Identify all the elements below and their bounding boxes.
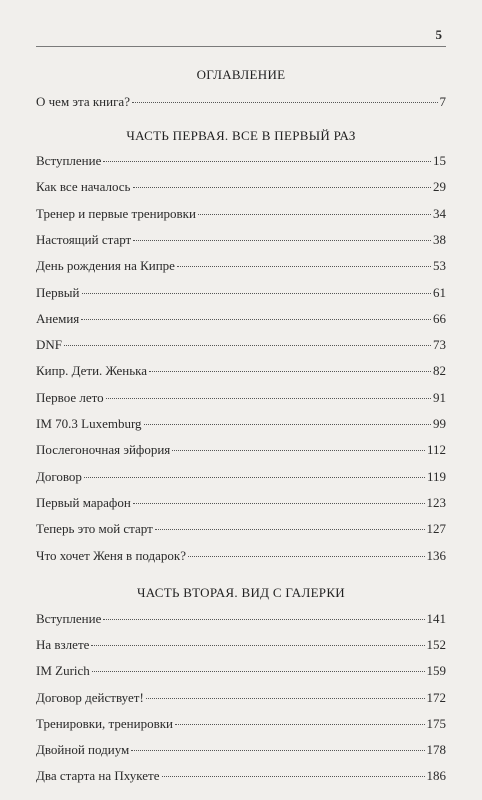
toc-entry-title: Что хочет Женя в подарок? bbox=[36, 547, 187, 563]
dot-leader bbox=[84, 477, 425, 478]
toc-entry-title: Тренировки, тренировки bbox=[36, 715, 173, 731]
dot-leader bbox=[146, 698, 425, 699]
toc-entry bbox=[36, 495, 446, 513]
toc-entry-page: 82 bbox=[433, 363, 446, 379]
toc-entry-title: Договор действует! bbox=[36, 689, 144, 705]
toc-entry-title: Как все началось bbox=[36, 179, 131, 195]
toc-entry-title: На взлете bbox=[36, 637, 90, 653]
toc-entry bbox=[36, 311, 446, 329]
toc-entry bbox=[36, 690, 446, 708]
toc-entry-page: 7 bbox=[439, 94, 446, 109]
toc-entry-title: Первый марафон bbox=[36, 494, 131, 510]
toc-entry-title: Настоящий старт bbox=[36, 231, 132, 247]
toc-entry-title: DNF bbox=[36, 337, 63, 353]
toc-entry bbox=[36, 742, 446, 760]
toc-entry-page: 123 bbox=[426, 494, 446, 510]
toc-entry-title: Кипр. Дети. Женька bbox=[36, 363, 148, 379]
toc-entry-title: Первое лето bbox=[36, 389, 104, 405]
toc-entry-title: IM 70.3 Luxemburg bbox=[36, 416, 142, 431]
toc-entry-title: Два старта на Пхукете bbox=[36, 768, 160, 784]
dot-leader bbox=[92, 671, 425, 672]
toc-entry bbox=[36, 232, 446, 250]
toc-entry-page: 175 bbox=[426, 715, 446, 731]
toc-entry-page: 186 bbox=[426, 768, 446, 784]
dot-leader bbox=[132, 102, 438, 103]
toc-entry bbox=[36, 442, 446, 460]
dot-leader bbox=[172, 450, 425, 451]
dot-leader bbox=[133, 503, 425, 504]
toc-entry-page: 34 bbox=[433, 205, 446, 221]
toc-entry bbox=[36, 469, 446, 487]
toc-entry bbox=[36, 258, 446, 276]
dot-leader bbox=[149, 371, 431, 372]
dot-leader bbox=[133, 240, 431, 241]
part1-heading: ЧАСТЬ ПЕРВАЯ. ВСЕ В ПЕРВЫЙ РАЗ bbox=[126, 128, 356, 143]
toc-entry-title: Первый bbox=[36, 284, 80, 300]
toc-entry-page: 73 bbox=[433, 337, 446, 353]
toc-entry bbox=[36, 768, 446, 786]
toc-entry-page: 141 bbox=[426, 611, 446, 626]
toc-entry-page: 99 bbox=[433, 416, 446, 431]
toc-entry-page: 136 bbox=[426, 547, 446, 563]
dot-leader bbox=[155, 529, 425, 530]
toc-entry-page: 15 bbox=[433, 153, 446, 168]
toc-entry-page: 112 bbox=[426, 442, 446, 458]
part2-heading: ЧАСТЬ ВТОРАЯ. ВИД С ГАЛЕРКИ bbox=[136, 585, 346, 600]
toc-entry bbox=[36, 416, 446, 434]
toc-heading: ОГЛАВЛЕНИЕ bbox=[196, 67, 286, 82]
toc-entry-title: День рождения на Кипре bbox=[36, 258, 175, 274]
dot-leader bbox=[91, 645, 424, 646]
toc-entry bbox=[36, 285, 446, 303]
toc-entry-title: Послегоночная эйфория bbox=[36, 442, 171, 458]
toc-entry bbox=[36, 637, 446, 655]
dot-leader bbox=[81, 319, 431, 320]
toc-entry-title: Договор bbox=[36, 468, 82, 484]
toc-entry-title: Тренер и первые тренировки bbox=[36, 205, 196, 221]
toc-entry-page: 61 bbox=[433, 284, 446, 300]
toc-entry-title: Вступление bbox=[36, 611, 102, 626]
toc-entry-title: Теперь это мой старт bbox=[36, 521, 153, 537]
dot-leader bbox=[106, 398, 431, 399]
dot-leader bbox=[188, 556, 424, 557]
header-divider bbox=[36, 46, 446, 47]
toc-entry bbox=[36, 337, 446, 355]
toc-entry bbox=[36, 548, 446, 566]
dot-leader bbox=[133, 187, 432, 188]
dot-leader bbox=[103, 161, 431, 162]
toc-entry-page: 119 bbox=[426, 468, 446, 484]
toc-entry-page: 172 bbox=[426, 689, 446, 705]
dot-leader bbox=[144, 424, 431, 425]
toc-entry-page: 66 bbox=[433, 310, 446, 326]
toc-entry bbox=[36, 179, 446, 197]
toc-entry bbox=[36, 521, 446, 539]
dot-leader bbox=[131, 750, 424, 751]
toc-entry-title: Двойной подиум bbox=[36, 742, 130, 757]
toc-entry bbox=[36, 663, 446, 681]
toc-entry-page: 152 bbox=[426, 637, 446, 653]
dot-leader bbox=[82, 293, 432, 294]
dot-leader bbox=[162, 776, 425, 777]
toc-entry-page: 29 bbox=[433, 179, 446, 195]
toc-entry bbox=[36, 206, 446, 224]
dot-leader bbox=[103, 619, 424, 620]
toc-entry bbox=[36, 611, 446, 629]
toc-entry-title: Вступление bbox=[36, 153, 102, 168]
toc-entry-page: 178 bbox=[426, 742, 446, 757]
toc-entry bbox=[36, 94, 446, 112]
dot-leader bbox=[64, 345, 431, 346]
toc-entry-page: 91 bbox=[433, 389, 446, 405]
dot-leader bbox=[175, 724, 425, 725]
toc-entry-title: Анемия bbox=[36, 310, 80, 326]
toc-entry bbox=[36, 153, 446, 171]
toc-entry-title: О чем эта книга? bbox=[36, 94, 130, 109]
dot-leader bbox=[177, 266, 431, 267]
toc-entry bbox=[36, 390, 446, 408]
toc-entry-page: 159 bbox=[426, 663, 446, 679]
toc-entry-page: 38 bbox=[433, 231, 446, 247]
toc-entry-title: IM Zurich bbox=[36, 663, 90, 679]
toc-entry bbox=[36, 363, 446, 381]
dot-leader bbox=[198, 214, 431, 215]
page-number: 5 bbox=[435, 27, 442, 42]
toc-entry bbox=[36, 716, 446, 734]
toc-entry-page: 127 bbox=[426, 521, 446, 537]
toc-entry-page: 53 bbox=[433, 258, 446, 274]
